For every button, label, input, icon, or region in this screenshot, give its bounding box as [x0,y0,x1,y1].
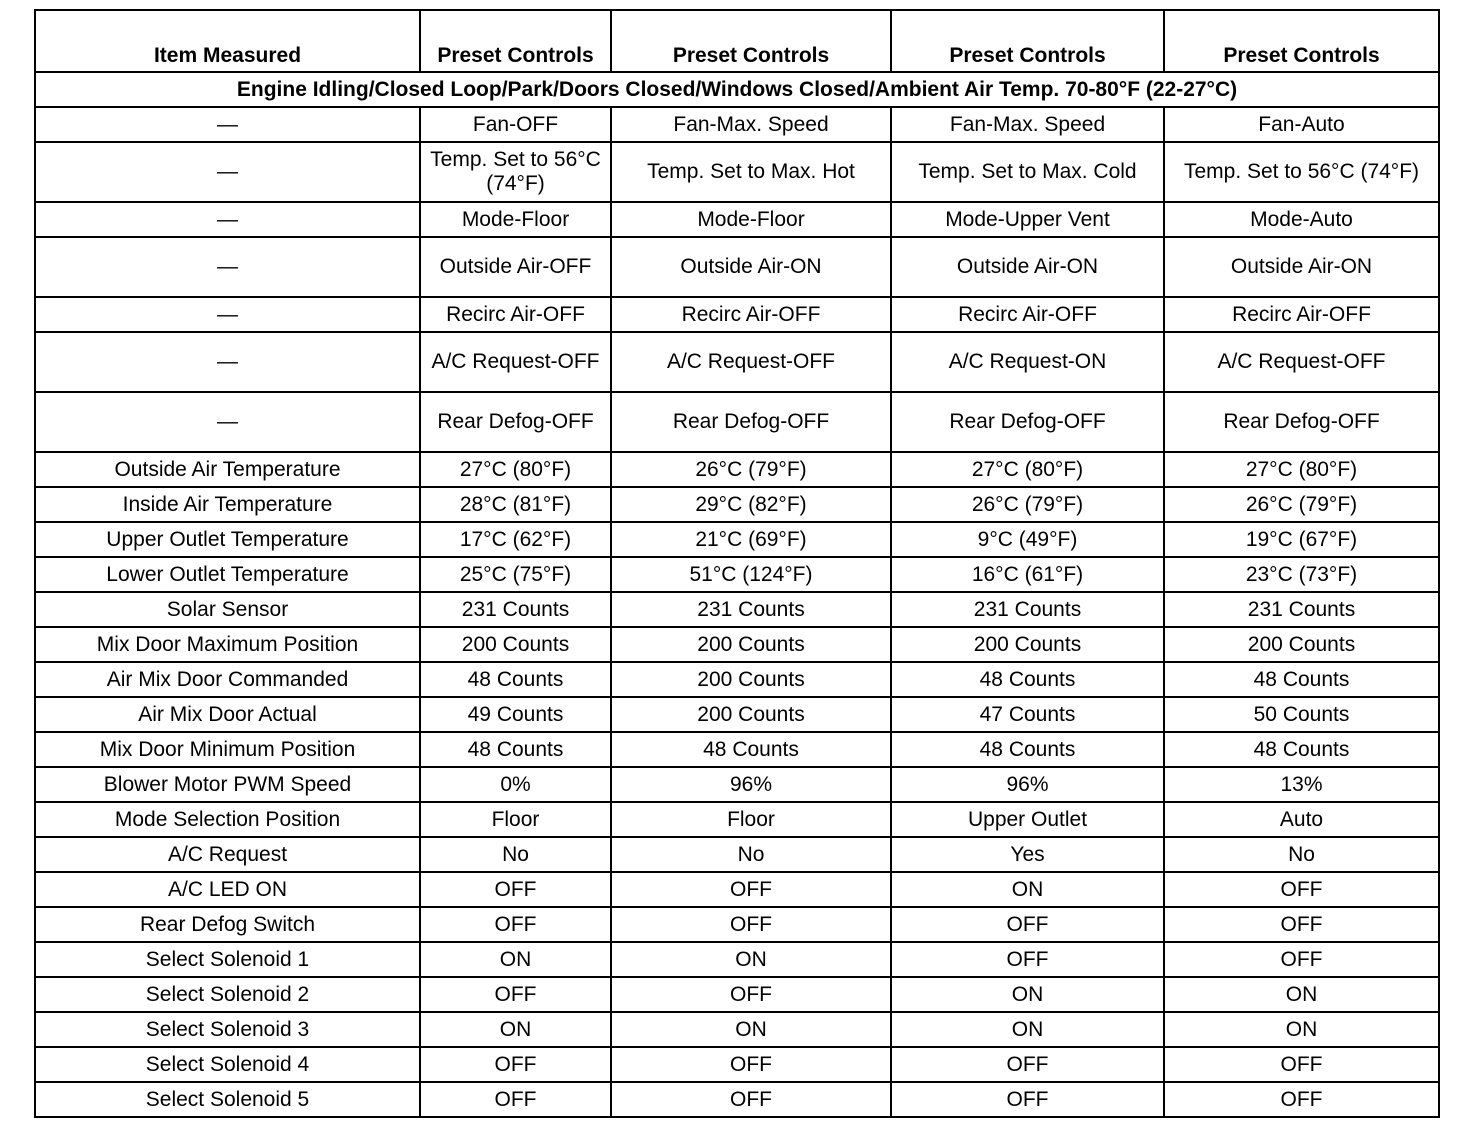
preset-value-cell: ON [1164,977,1439,1012]
header-row [35,10,1439,72]
item-measured-cell: — [35,392,420,452]
item-measured-cell: Outside Air Temperature [35,452,420,487]
table-row [35,977,1439,1012]
item-measured-cell: — [35,332,420,392]
item-measured-cell: Blower Motor PWM Speed [35,767,420,802]
item-measured-cell: A/C LED ON [35,872,420,907]
preset-value-cell: 48 Counts [891,662,1164,697]
preset-value-cell: Recirc Air-OFF [1164,297,1439,332]
table-row [35,297,1439,332]
table-row [35,662,1439,697]
table-row [35,802,1439,837]
header-preset-controls-4: Preset Controls [1164,10,1439,72]
preset-value-cell: OFF [1164,942,1439,977]
preset-value-cell: Outside Air-ON [1164,237,1439,297]
preset-value-cell: OFF [611,872,891,907]
preset-value-cell: 26°C (79°F) [611,452,891,487]
preset-value-cell: OFF [420,1082,611,1117]
preset-value-cell: Fan-Auto [1164,107,1439,142]
preset-value-cell: 231 Counts [611,592,891,627]
preset-value-cell: 0% [420,767,611,802]
preset-value-cell: ON [1164,1012,1439,1047]
preset-value-cell: Upper Outlet [891,802,1164,837]
preset-value-cell: 29°C (82°F) [611,487,891,522]
preset-value-cell: 200 Counts [420,627,611,662]
table-row [35,557,1439,592]
preset-value-cell: Outside Air-ON [891,237,1164,297]
item-measured-cell: Select Solenoid 1 [35,942,420,977]
preset-value-cell: OFF [1164,1082,1439,1117]
preset-value-cell: 51°C (124°F) [611,557,891,592]
table-row [35,392,1439,452]
item-measured-cell: — [35,237,420,297]
table-row [35,627,1439,662]
preset-value-cell: 48 Counts [1164,662,1439,697]
preset-value-cell: Outside Air-ON [611,237,891,297]
preset-value-cell: Rear Defog-OFF [1164,392,1439,452]
preset-value-cell: 27°C (80°F) [1164,452,1439,487]
preset-value-cell: OFF [420,1047,611,1082]
item-measured-cell: Lower Outlet Temperature [35,557,420,592]
item-measured-cell: — [35,297,420,332]
table-row [35,452,1439,487]
preset-value-cell: No [420,837,611,872]
item-measured-cell: Upper Outlet Temperature [35,522,420,557]
table-row [35,522,1439,557]
preset-value-cell: ON [611,1012,891,1047]
table-row [35,872,1439,907]
preset-value-cell: 48 Counts [420,732,611,767]
preset-value-cell: 200 Counts [1164,627,1439,662]
preset-value-cell: 48 Counts [891,732,1164,767]
preset-value-cell: 48 Counts [1164,732,1439,767]
table-row [35,1047,1439,1082]
table-row [35,592,1439,627]
preset-value-cell: 96% [891,767,1164,802]
preset-value-cell: 47 Counts [891,697,1164,732]
item-measured-cell: Air Mix Door Commanded [35,662,420,697]
table-row [35,107,1439,142]
table-row [35,1012,1439,1047]
table-row [35,732,1439,767]
preset-value-cell: OFF [891,907,1164,942]
table-row [35,907,1439,942]
item-measured-cell: A/C Request [35,837,420,872]
preset-value-cell: Rear Defog-OFF [420,392,611,452]
preset-value-cell: OFF [611,977,891,1012]
preset-value-cell: Mode-Upper Vent [891,202,1164,237]
preset-value-cell: 13% [1164,767,1439,802]
preset-value-cell: No [1164,837,1439,872]
preset-value-cell: ON [420,1012,611,1047]
preset-value-cell: Rear Defog-OFF [891,392,1164,452]
preset-value-cell: Outside Air-OFF [420,237,611,297]
preset-value-cell: 231 Counts [1164,592,1439,627]
preset-value-cell: Yes [891,837,1164,872]
preset-value-cell: Temp. Set to 56°C (74°F) [420,142,611,202]
preset-value-cell: Floor [611,802,891,837]
preset-value-cell: 16°C (61°F) [891,557,1164,592]
item-measured-cell: Solar Sensor [35,592,420,627]
preset-value-cell: OFF [611,1047,891,1082]
preset-value-cell: OFF [1164,1047,1439,1082]
item-measured-cell: Select Solenoid 5 [35,1082,420,1117]
table-row [35,332,1439,392]
item-measured-cell: Mix Door Maximum Position [35,627,420,662]
header-preset-controls-3: Preset Controls [891,10,1164,72]
preset-value-cell: 26°C (79°F) [1164,487,1439,522]
item-measured-cell: Select Solenoid 3 [35,1012,420,1047]
preset-value-cell: Auto [1164,802,1439,837]
preset-value-cell: 48 Counts [611,732,891,767]
table-row [35,837,1439,872]
preset-value-cell: 26°C (79°F) [891,487,1164,522]
item-measured-cell: Rear Defog Switch [35,907,420,942]
preset-value-cell: 200 Counts [611,697,891,732]
preset-value-cell: 9°C (49°F) [891,522,1164,557]
preset-value-cell: 28°C (81°F) [420,487,611,522]
preset-value-cell: 49 Counts [420,697,611,732]
table-row [35,202,1439,237]
preset-value-cell: Temp. Set to Max. Hot [611,142,891,202]
item-measured-cell: Mix Door Minimum Position [35,732,420,767]
table-row [35,1082,1439,1117]
preset-value-cell: 96% [611,767,891,802]
preset-value-cell: OFF [611,907,891,942]
preset-value-cell: OFF [420,872,611,907]
preset-value-cell: 23°C (73°F) [1164,557,1439,592]
item-measured-cell: Select Solenoid 4 [35,1047,420,1082]
preset-value-cell: 25°C (75°F) [420,557,611,592]
header-item-measured: Item Measured [35,10,420,72]
preset-value-cell: 48 Counts [420,662,611,697]
preset-value-cell: ON [420,942,611,977]
header-preset-controls-2: Preset Controls [611,10,891,72]
preset-value-cell: Fan-OFF [420,107,611,142]
preset-value-cell: OFF [891,942,1164,977]
preset-value-cell: OFF [891,1047,1164,1082]
table-row [35,697,1439,732]
item-measured-cell: — [35,202,420,237]
item-measured-cell: Mode Selection Position [35,802,420,837]
preset-value-cell: 231 Counts [891,592,1164,627]
preset-value-cell: ON [891,872,1164,907]
preset-value-cell: Mode-Floor [420,202,611,237]
preset-value-cell: Mode-Floor [611,202,891,237]
preset-value-cell: A/C Request-OFF [420,332,611,392]
table-row [35,487,1439,522]
preset-value-cell: A/C Request-OFF [611,332,891,392]
preset-value-cell: Recirc Air-OFF [420,297,611,332]
preset-value-cell: 21°C (69°F) [611,522,891,557]
item-measured-cell: Air Mix Door Actual [35,697,420,732]
preset-value-cell: 17°C (62°F) [420,522,611,557]
preset-value-cell: OFF [891,1082,1164,1117]
preset-value-cell: No [611,837,891,872]
preset-value-cell: A/C Request-ON [891,332,1164,392]
preset-value-cell: OFF [420,907,611,942]
item-measured-cell: Select Solenoid 2 [35,977,420,1012]
preset-value-cell: OFF [611,1082,891,1117]
table-row [35,767,1439,802]
preset-value-cell: 27°C (80°F) [420,452,611,487]
preset-value-cell: OFF [420,977,611,1012]
preset-value-cell: 50 Counts [1164,697,1439,732]
preset-value-cell: ON [611,942,891,977]
preset-value-cell: Fan-Max. Speed [891,107,1164,142]
preset-value-cell: ON [891,1012,1164,1047]
preset-value-cell: OFF [1164,872,1439,907]
condition-row [35,72,1439,107]
preset-value-cell: Temp. Set to 56°C (74°F) [1164,142,1439,202]
preset-value-cell: 200 Counts [611,627,891,662]
preset-value-cell: ON [891,977,1164,1012]
item-measured-cell: — [35,107,420,142]
preset-value-cell: Recirc Air-OFF [891,297,1164,332]
item-measured-cell: — [35,142,420,202]
preset-value-cell: Recirc Air-OFF [611,297,891,332]
table-row [35,237,1439,297]
preset-value-cell: 19°C (67°F) [1164,522,1439,557]
preset-value-cell: Temp. Set to Max. Cold [891,142,1164,202]
hvac-scan-data-table [34,9,1440,1118]
test-condition: Engine Idling/Closed Loop/Park/Doors Closed/Windows Closed/Ambient Air Temp. 70-80°F (22-27°C) [35,72,1439,107]
preset-value-cell: 231 Counts [420,592,611,627]
preset-value-cell: OFF [1164,907,1439,942]
table-row [35,942,1439,977]
header-preset-controls-1: Preset Controls [420,10,611,72]
preset-value-cell: Floor [420,802,611,837]
preset-value-cell: 27°C (80°F) [891,452,1164,487]
preset-value-cell: 200 Counts [891,627,1164,662]
table-row [35,142,1439,202]
preset-value-cell: Fan-Max. Speed [611,107,891,142]
preset-value-cell: 200 Counts [611,662,891,697]
preset-value-cell: Mode-Auto [1164,202,1439,237]
item-measured-cell: Inside Air Temperature [35,487,420,522]
preset-value-cell: A/C Request-OFF [1164,332,1439,392]
preset-value-cell: Rear Defog-OFF [611,392,891,452]
